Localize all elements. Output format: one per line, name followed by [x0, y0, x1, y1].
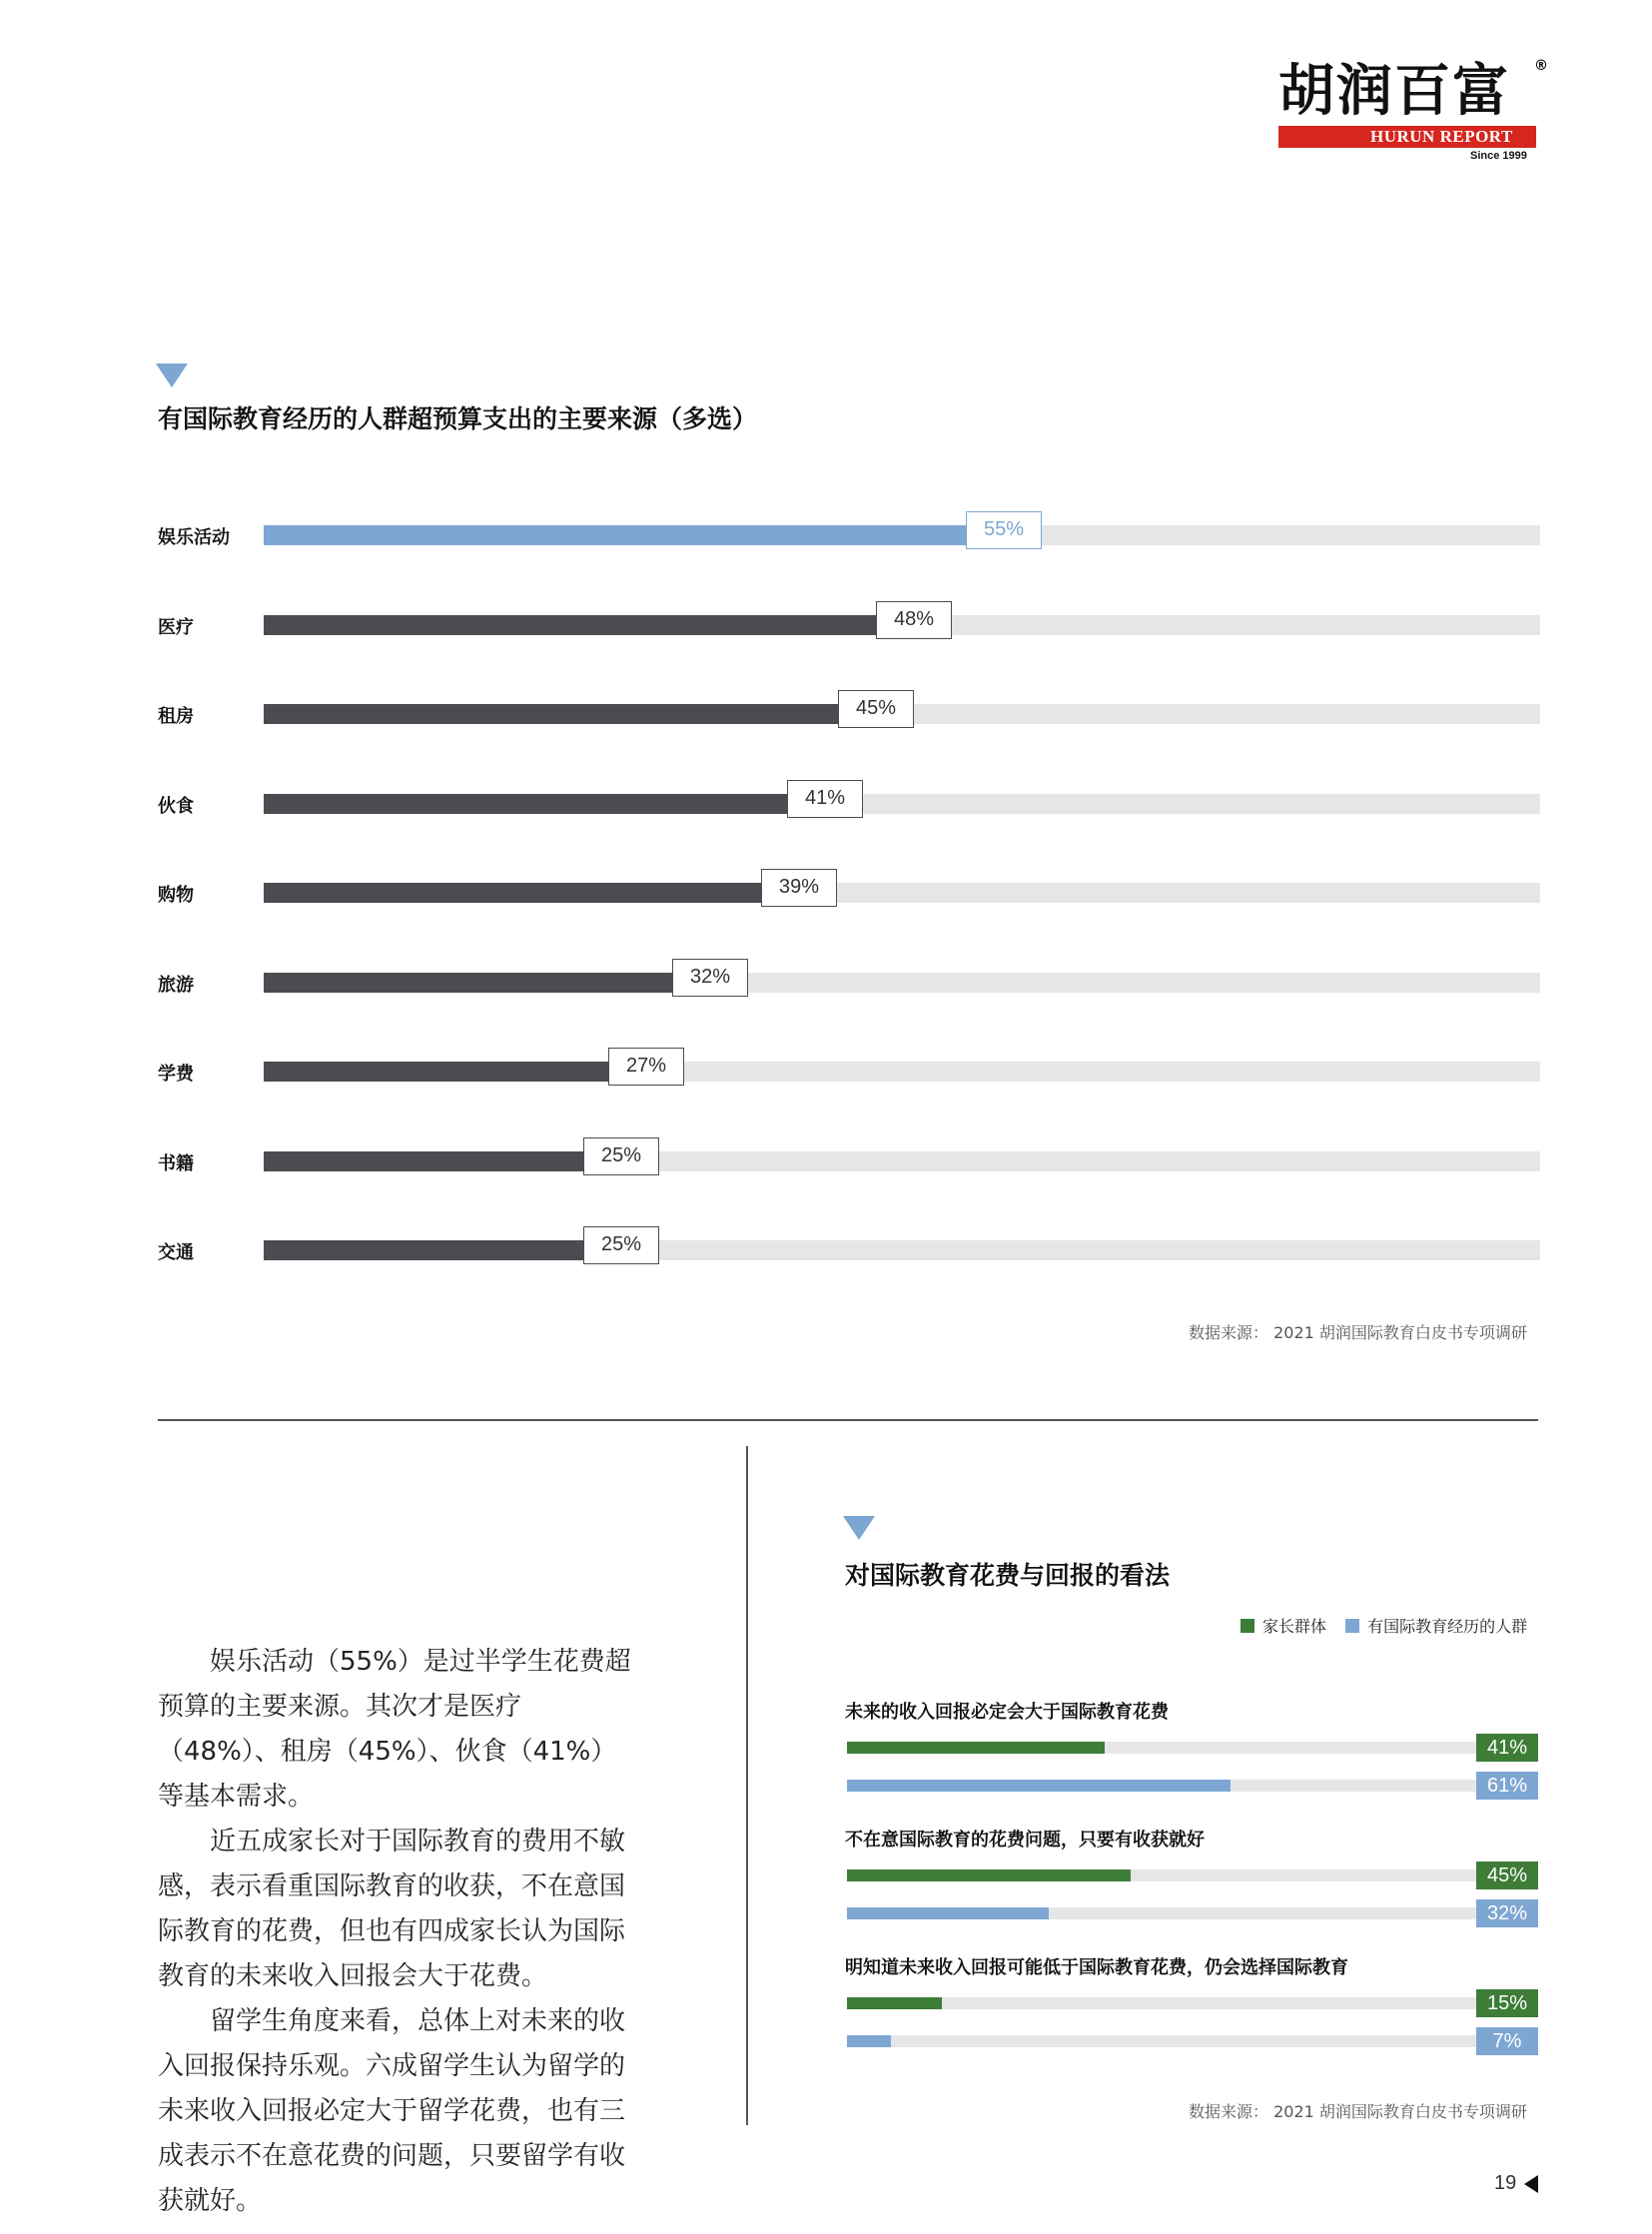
- bar-label: 娱乐活动: [158, 527, 230, 548]
- bar-label: 医疗: [158, 616, 194, 638]
- logo-brand-text: 胡润百富: [1278, 59, 1510, 124]
- bar-value-label: 45%: [1476, 1862, 1538, 1889]
- legend-label-parents: 家长群体: [1262, 1617, 1327, 1636]
- logo-since-text: Since 1999: [1470, 150, 1527, 162]
- bar-track: [847, 1997, 1476, 2009]
- chart1-source: 数据来源： 2021 胡润国际教育白皮书专项调研: [1189, 1323, 1527, 1342]
- bar-value-label: 55%: [966, 511, 1042, 549]
- page-arrow-icon: [1524, 2175, 1538, 2193]
- bar-track: [847, 1742, 1476, 1754]
- bar-value-label: 39%: [761, 869, 837, 907]
- bar-value-label: 41%: [787, 780, 863, 818]
- bar-value-label: 15%: [1476, 1989, 1538, 2017]
- bar-track: [847, 1780, 1476, 1792]
- legend-swatch-parents: [1240, 1619, 1254, 1633]
- chart1-marker-icon: [156, 364, 188, 387]
- bar-track: [264, 607, 1540, 635]
- body-text: [158, 1640, 637, 2224]
- bar-label: 租房: [158, 706, 194, 727]
- bar-track: [264, 965, 1540, 993]
- chart2-marker-icon: [843, 1516, 875, 1540]
- chart2-legend: [1240, 1614, 1527, 1637]
- bar-label: 旅游: [158, 974, 194, 996]
- registered-mark: ®: [1534, 58, 1548, 74]
- bar: [264, 704, 838, 724]
- bar-value-label: 32%: [1476, 1899, 1538, 1927]
- body-paragraph-3: 留学生角度来看，总体上对未来的收入回报保持乐观。六成留学生认为留学的未来收入回报必定大于留学花费，也有三成表示不在意花费的问题，只要留学有收获就好。: [158, 2006, 626, 2216]
- chart2-title: 对国际教育花费与回报的看法: [845, 1561, 1171, 1590]
- bar: [264, 615, 876, 635]
- bar: [264, 883, 761, 903]
- bar-label: 书籍: [158, 1152, 194, 1174]
- bar-value-label: 41%: [1476, 1734, 1538, 1762]
- bar-track: [847, 1907, 1476, 1919]
- bar: [264, 794, 787, 814]
- body-paragraph-2: 近五成家长对于国际教育的费用不敏感，表示看重国际教育的收获，不在意国际教育的花费，但也有四成家长认为国际教育的未来收入回报会大于花费。: [158, 1827, 626, 1991]
- legend-label-intl: 有国际教育经历的人群: [1367, 1617, 1528, 1636]
- column-divider: [746, 1446, 748, 2125]
- bar: [847, 1742, 1105, 1754]
- bar: [264, 1151, 583, 1171]
- bar-value-label: 61%: [1476, 1772, 1538, 1800]
- bar-track: [264, 876, 1540, 903]
- bar-value-label: 25%: [583, 1226, 659, 1264]
- bar-track: [264, 786, 1540, 814]
- bar-value-label: 7%: [1476, 2027, 1538, 2055]
- question-label: 明知道未来收入回报可能低于国际教育花费，仍会选择国际教育: [845, 1957, 1348, 1978]
- bar: [847, 2035, 891, 2047]
- bar: [264, 1240, 583, 1260]
- bar: [847, 1907, 1049, 1919]
- bar: [264, 1062, 608, 1082]
- bar: [847, 1869, 1131, 1881]
- body-paragraph-1: 娱乐活动（55%）是过半学生花费超预算的主要来源。其次才是医疗（48%）、租房（45%）、伙食（41%）等基本需求。: [158, 1647, 631, 1812]
- bar-value-label: 27%: [608, 1048, 684, 1086]
- bar-label: 交通: [158, 1242, 194, 1263]
- chart2-source: 数据来源： 2021 胡润国际教育白皮书专项调研: [1189, 2102, 1527, 2121]
- chart1-title: 有国际教育经历的人群超预算支出的主要来源（多选）: [158, 404, 758, 433]
- hurun-logo: [1278, 58, 1548, 168]
- bar: [847, 1997, 942, 2009]
- bar-track: [264, 1143, 1540, 1171]
- bar-track: [847, 1869, 1476, 1881]
- logo-report-text: HURUN REPORT: [1370, 127, 1513, 146]
- page-number: 19: [1494, 2172, 1517, 2194]
- bar-track: [264, 1055, 1540, 1082]
- bar-value-label: 45%: [838, 690, 914, 728]
- section-divider: [158, 1419, 1538, 1421]
- bar-track: [264, 697, 1540, 724]
- question-label: 未来的收入回报必定会大于国际教育花费: [845, 1702, 1169, 1723]
- bar: [264, 525, 966, 545]
- bar-label: 伙食: [158, 795, 194, 817]
- bar-value-label: 25%: [583, 1137, 659, 1175]
- legend-swatch-intl: [1345, 1619, 1359, 1633]
- bar-value-label: 48%: [876, 601, 952, 639]
- bar-value-label: 32%: [672, 959, 748, 997]
- question-label: 不在意国际教育的花费问题，只要有收获就好: [845, 1830, 1205, 1851]
- bar-track: [847, 2035, 1476, 2047]
- bar: [847, 1780, 1231, 1792]
- bar-track: [264, 518, 1540, 545]
- bar-label: 购物: [158, 885, 194, 906]
- bar: [264, 973, 672, 993]
- bar-label: 学费: [158, 1064, 194, 1085]
- bar-track: [264, 1233, 1540, 1260]
